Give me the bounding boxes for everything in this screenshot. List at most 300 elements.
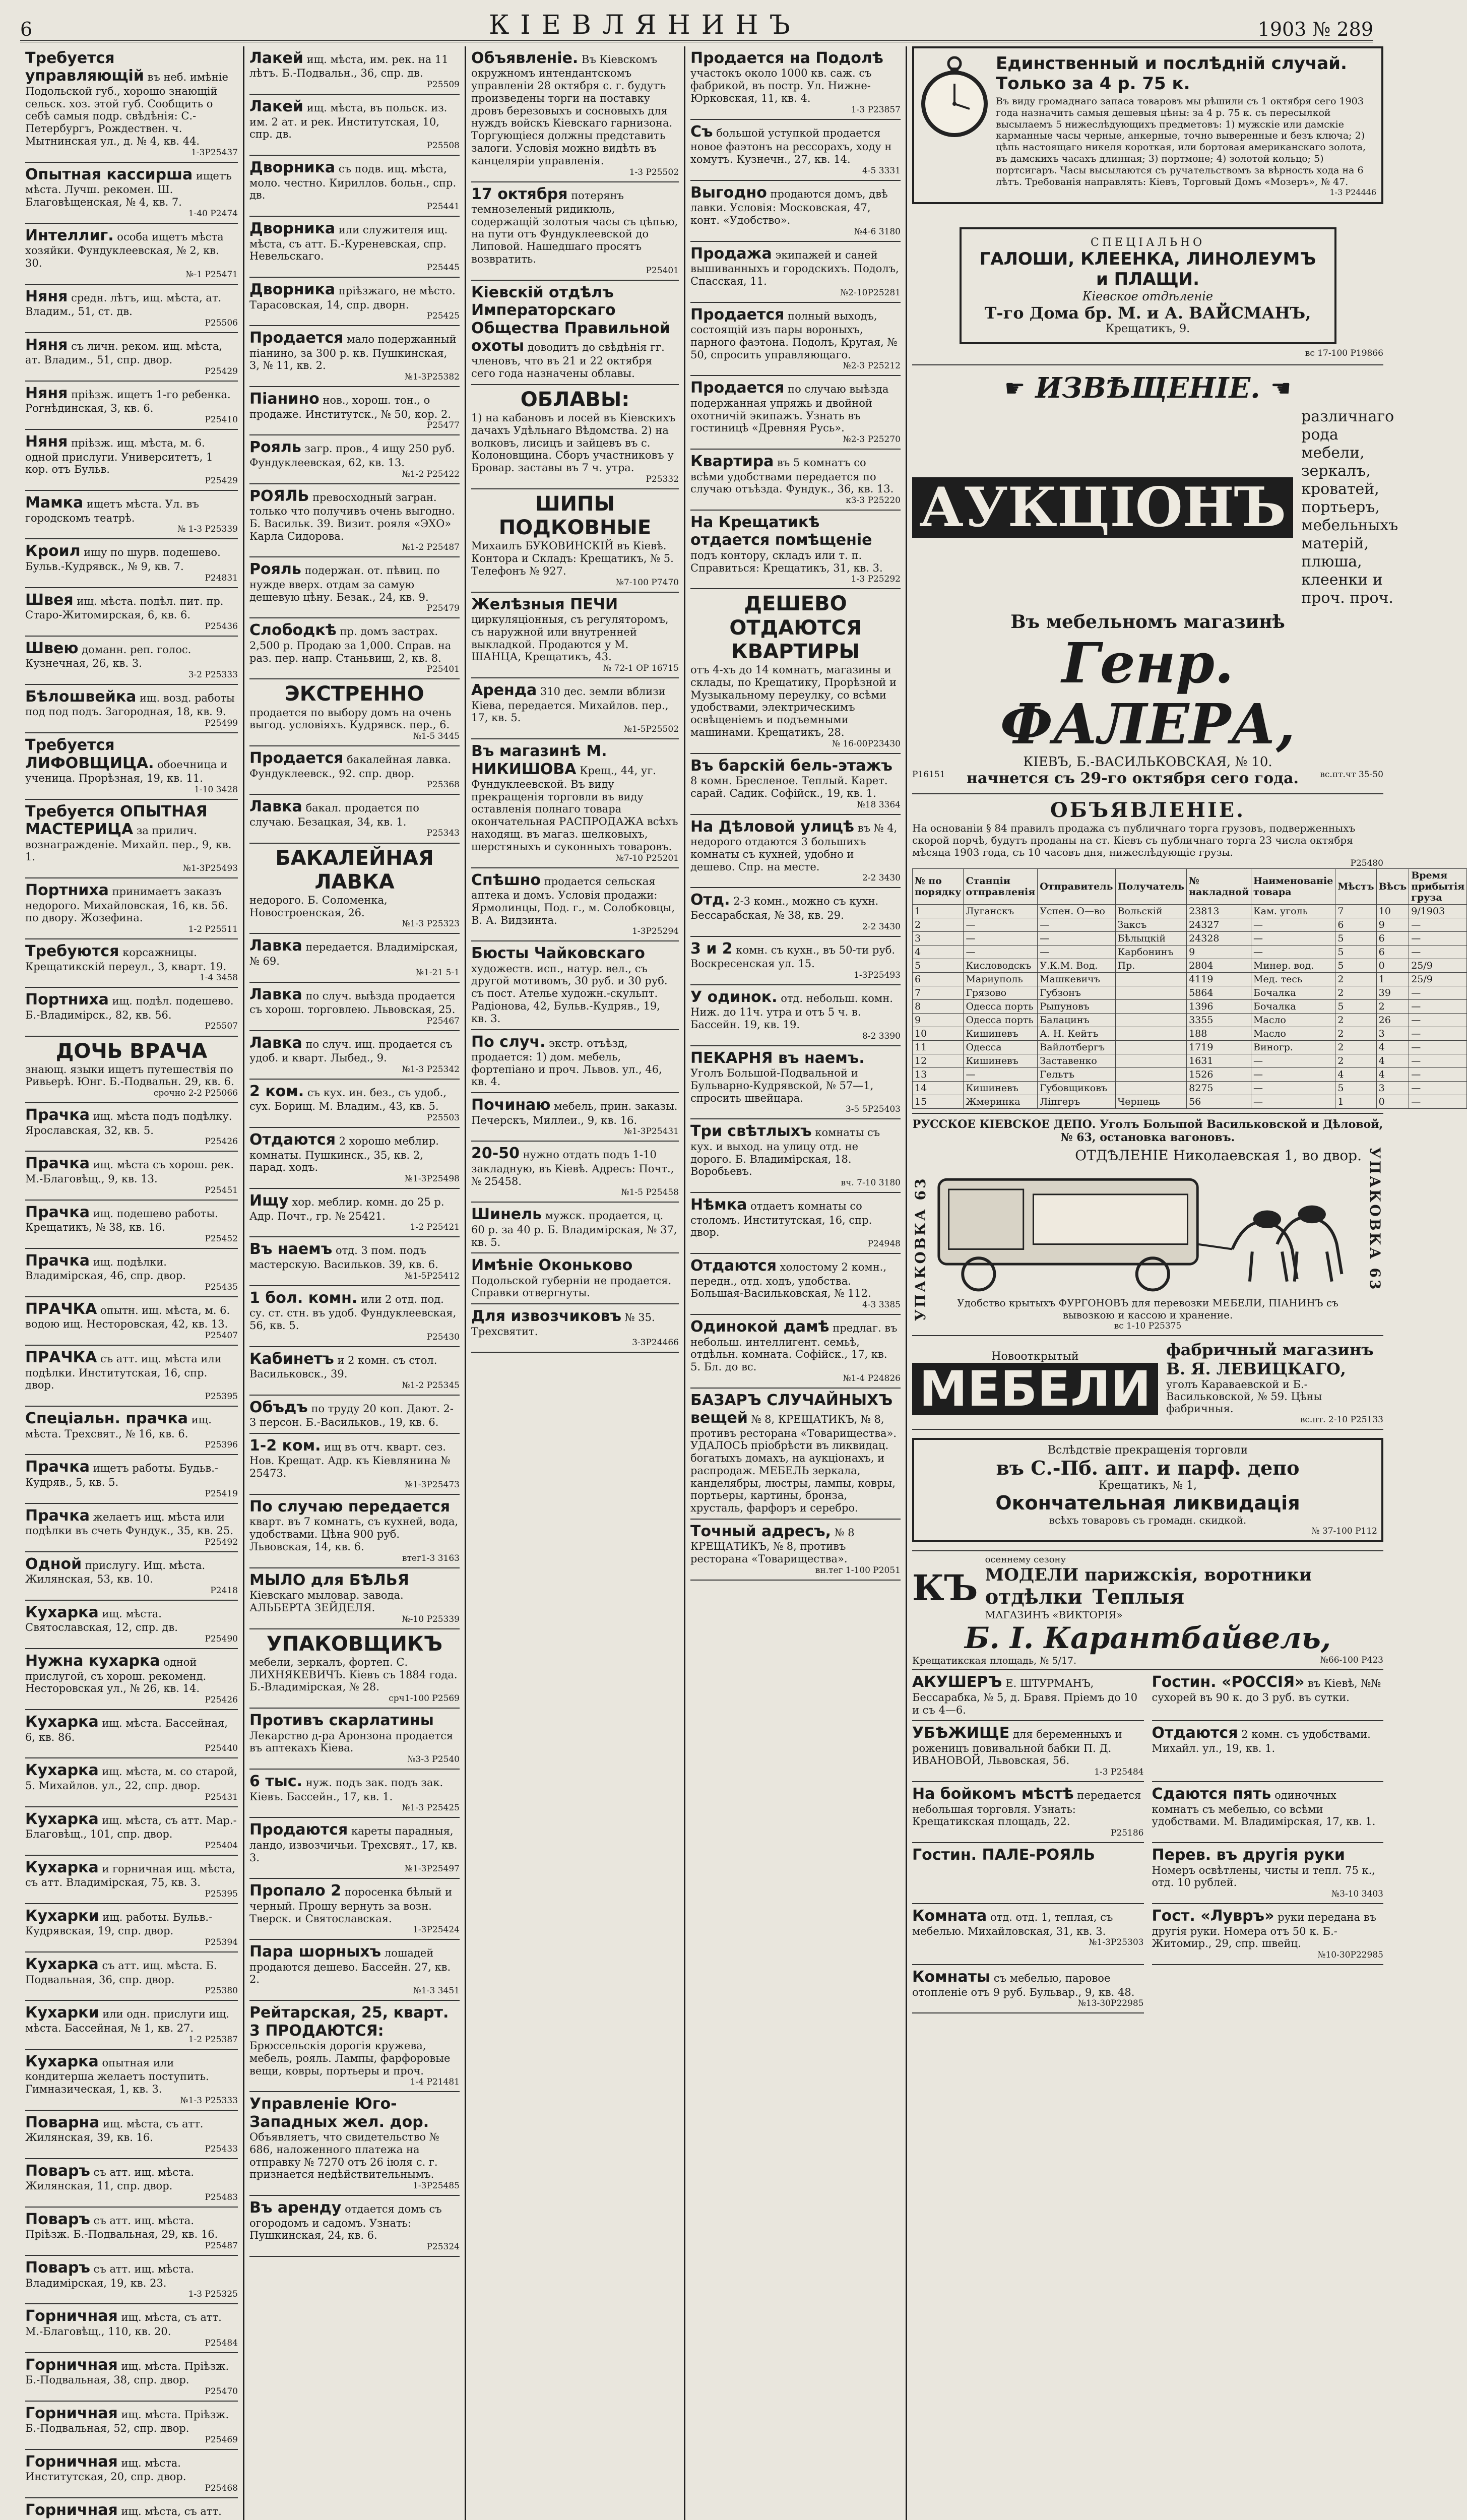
ad-text: отд. отд. 1, теплая, съ мебелью. Михайловская, 31, кв. 3.: [912, 1911, 1113, 1937]
classified-ad: [249, 1347, 460, 1396]
table-cell: 2: [913, 918, 964, 932]
classified-ad: [249, 1434, 460, 1495]
table-row: [913, 905, 1467, 918]
table-cell: 7: [913, 986, 964, 1000]
auction-name: Генр. ФАЛЕРА,: [1000, 631, 1296, 757]
depot-ad: [912, 1114, 1383, 1336]
ad-heading: УПАКОВЩИКЪ: [266, 1632, 443, 1656]
ad-heading: Требуется ЛИФОВЩИЦА.: [25, 736, 154, 772]
furniture-word: МЕБЕЛИ: [912, 1363, 1158, 1415]
ad-reference: P25396: [205, 1440, 238, 1451]
ad-heading: Продается: [690, 305, 785, 324]
ad-reference: P25499: [205, 718, 238, 729]
ad-reference: P25445: [426, 263, 460, 273]
classified-ad: [690, 1254, 901, 1315]
table-cell: —: [1251, 918, 1335, 932]
ad-text: принимаетъ заказъ недорого. Михайловская, 16, кв. 56. по двору. Жозефина.: [25, 886, 228, 924]
table-cell: Рыпуновъ: [1038, 1000, 1115, 1014]
ad-heading: Горничная: [25, 2404, 118, 2422]
table-cell: Виногр.: [1251, 1041, 1335, 1054]
table-cell: У.К.М. Вод.: [1038, 959, 1115, 973]
ad-text: опытн. ищ. мѣста, м. 6. водою ищ. Несторовская, 42, кв. 13.: [25, 1304, 230, 1331]
ad-text: ищ. подѣлки. Владимірская, 46, спр. двор.: [25, 1255, 186, 1282]
classified-ad: [471, 1030, 679, 1094]
table-cell: 1: [913, 905, 964, 918]
ad-text: съ атт. ищ. мѣста. Пріѣзж. Б.-Подвальная, 29, кв. 16.: [25, 2215, 218, 2241]
ad-heading: Три свѣтлыхъ: [690, 1122, 812, 1141]
depot-side-left: УПАКОВКА 63: [912, 1176, 929, 1321]
table-cell: 9/1903: [1409, 905, 1467, 918]
classified-ad: [690, 1193, 901, 1254]
table-cell: 3: [1376, 1082, 1409, 1095]
ad-reference: P25506: [205, 318, 238, 328]
ad-reference: №1-3P25303: [1089, 1937, 1144, 1948]
ad-reference: 1-3P25493: [854, 970, 901, 980]
ad-text: по случ. выѣзда продается съ хорош. торговлею. Львовская, 25.: [249, 989, 456, 1016]
ad-reference: №2-10P25281: [840, 287, 901, 298]
ad-heading: Починаю: [471, 1096, 551, 1114]
ad-text: знающ. языки ищетъ путешествія по Ривьерѣ. Юнг. Б.-Подвальн. 29, кв. 6.: [25, 1063, 234, 1088]
classified-ad: [25, 1455, 238, 1503]
ad-text: комнаты съ кух. и выход. на улицу отд. не дорого. Б. Владимірская, 18. Воробьевъ.: [690, 1126, 880, 1178]
ad-text: холостому 2 комн., передн., отд. ходъ, удобства. Большая-Васильковская, № 112.: [690, 1261, 886, 1300]
table-header-cell: Вѣсъ: [1376, 869, 1409, 905]
classified-ad: [1152, 1843, 1384, 1904]
galoshes-sub: Кіевское отдѣленіе: [1082, 289, 1214, 304]
ad-text: Объявляетъ, что свидетельство № 686, наложенного платежа на отправку № 7270 отъ 26 іюля с. г. признается недѣйствительнымъ.: [249, 2131, 439, 2181]
ad-reference: P25477: [426, 420, 460, 431]
ad-heading: Одной: [25, 1555, 82, 1573]
classified-ad: [25, 1037, 238, 1104]
ad-reference: №2-3 P25212: [843, 361, 901, 371]
table-cell: [1115, 1000, 1187, 1014]
ad-reference: №1-3P25431: [624, 1126, 679, 1137]
ad-reference: №1-3 P25333: [180, 2095, 238, 2106]
page-number: 6: [20, 18, 33, 40]
ad-heading: Портниха: [25, 881, 109, 900]
ad-text: по труду 20 коп. Дают. 2-3 персон. Б.-Васильков., 19, кв. 6.: [249, 1402, 454, 1429]
classified-ad: [25, 1904, 238, 1952]
classified-ad: [249, 387, 460, 435]
table-cell: 25/9: [1409, 959, 1467, 973]
galoshes-ref: вс 17-100 P19866: [1305, 348, 1383, 359]
ad-heading: Противъ скарлатины: [249, 1712, 434, 1730]
ad-text: въ неб. имѣніе Подольской губ., хорошо знающій сельск. хоз. этой губ. Сообщить о себѣ самыя подр. свѣдѣнія: С.-Петербургъ, Рождествен. ч. Мытнинская ул., д. № 4, кв. 44.: [25, 71, 228, 147]
table-cell: —: [1038, 946, 1115, 959]
ad-text: по случаю выѣзда подержанная упряжь и двойной охотничій экипажъ. Узнать въ гостиницѣ «Древняя Русь».: [690, 383, 889, 434]
ad-heading: Желѣзныя ПЕЧИ: [471, 595, 618, 613]
ad-heading: ДОЧЬ ВРАЧА: [55, 1039, 208, 1063]
ad-heading: Дворника: [249, 159, 336, 177]
classified-ad: [25, 1856, 238, 1904]
ad-reference: P25186: [1110, 1828, 1144, 1839]
classified-ad: [25, 2450, 238, 2498]
classified-ad: [25, 2111, 238, 2159]
classified-ad: [25, 1297, 238, 1346]
classified-ad: [25, 2001, 238, 2049]
ad-reference: №1-3 3451: [413, 1986, 460, 1996]
table-row: [913, 1014, 1467, 1027]
classified-ad: [249, 795, 460, 843]
table-cell: Чернець: [1115, 1095, 1187, 1109]
classified-ad: [25, 382, 238, 430]
galoshes-addr: Крещатикъ, 9.: [1105, 323, 1190, 336]
ad-heading: Лавка: [249, 937, 302, 955]
table-cell: Бочалка: [1251, 1000, 1335, 1014]
ad-heading: Лавка: [249, 985, 302, 1003]
classified-ad: [690, 1119, 901, 1193]
classified-ad: [25, 2304, 238, 2353]
ad-reference: 1-3 P25325: [188, 2289, 238, 2300]
ad-reference: №3-3 P2540: [407, 1754, 460, 1765]
ad-heading: ОБЛАВЫ:: [520, 388, 630, 411]
classified-ad: [690, 1520, 901, 1581]
classified-ad: [249, 1080, 460, 1128]
ad-reference: №1-2 P25345: [402, 1380, 460, 1391]
ad-heading: Пропало 2: [249, 1882, 342, 1900]
table-cell: 24328: [1187, 932, 1251, 946]
depot-ref: вс 1-10 P25375: [1114, 1321, 1182, 1332]
table-cell: 188: [1187, 1027, 1251, 1041]
classified-ad: [249, 679, 460, 746]
ad-text: полный выходъ, состоящій изъ пары вороныхъ, парного фаэтона. Подолъ, Кругая, № 50, спросить управляющаго.: [690, 309, 898, 361]
table-cell: Масло: [1251, 1027, 1335, 1041]
ad-text: 2 комн. съ удобствами. Михайл. ул., 19, кв. 1.: [1152, 1728, 1371, 1754]
ad-reference: P25343: [426, 828, 460, 839]
classified-ad: [25, 637, 238, 685]
table-cell: 24327: [1187, 918, 1251, 932]
pharmacy-line5: всѣхъ товаровъ съ громадн. скидкой.: [1049, 1514, 1247, 1527]
ad-heading: ПРАЧКА: [25, 1300, 97, 1318]
pharmacy-line4: Окончательная ликвидація: [995, 1492, 1300, 1515]
cargo-announcement: [912, 794, 1465, 1114]
ad-heading: Кухарка: [25, 2052, 99, 2070]
ad-reference: P25509: [426, 80, 460, 90]
ad-text: корсажницы. Крещатикскій переул., 3, кварт. 19.: [25, 947, 227, 973]
ad-heading: По случ.: [471, 1033, 546, 1051]
table-cell: —: [1409, 918, 1467, 932]
depot-van-text: Удобство крытыхъ ФУРГОНОВЪ для перевозки МЕБЕЛИ, ПІАНИНЪ съ вывозкою и кассою и хранение.: [957, 1297, 1338, 1321]
table-cell: Кишиневъ: [964, 1027, 1038, 1041]
table-cell: 5864: [1187, 986, 1251, 1000]
classified-ad: [471, 385, 679, 489]
ad-text: средн. лѣтъ, ищ. мѣста, ат. Владим., 51, ст. дв.: [25, 291, 222, 318]
ad-heading: Гост. «Лувръ»: [1152, 1907, 1274, 1925]
classified-ad: [471, 1304, 679, 1353]
classified-ad: [249, 1879, 460, 1940]
ad-reference: P25435: [205, 1282, 238, 1293]
ad-heading: Няня: [25, 433, 68, 451]
ad-text: мебели, зеркалъ, фортеп. С. ЛИХНЯКЕВИЧЪ. Кіевъ съ 1884 года. Б.-Владимірская, № 28.: [249, 1656, 458, 1693]
ad-heading: Квартира: [690, 453, 774, 471]
ad-heading: Требуется управляющій: [25, 49, 144, 85]
classified-ad: [690, 1389, 901, 1520]
ad-reference: P25430: [426, 1332, 460, 1342]
table-cell: 2: [1335, 986, 1376, 1000]
ad-reference: №-10 P25339: [402, 1614, 460, 1624]
table-row: [913, 1082, 1467, 1095]
classified-ad: [249, 1709, 460, 1770]
ad-text: за прилич. вознагражденіе. Михайл. пер., 9, кв. 1.: [25, 825, 232, 863]
ad-reference: 1-4 3458: [199, 973, 238, 983]
ad-heading: Перев. въ другія руки: [1152, 1846, 1345, 1864]
auction-where: Въ мебельномъ магазинѣ: [1010, 611, 1285, 633]
table-cell: Одесса: [964, 1041, 1038, 1054]
table-row: [913, 1027, 1467, 1041]
ad-heading: Кухарка: [25, 1810, 99, 1828]
classified-ad: [249, 1031, 460, 1080]
ad-text: ищ. мѣста съ хорош. рек. М.-Благовѣщ., 9, кв. 13.: [25, 1159, 234, 1185]
classified-ad: [912, 1965, 1144, 2013]
ad-text: ищ. мѣста. Трехсвят., № 16, кв. 6.: [25, 1414, 212, 1440]
models-pre: КЪ: [912, 1566, 978, 1609]
furniture-addr: уголъ Караваевской и Б.-Васильковской, № 59. Цѣны фабричныя.: [1166, 1378, 1322, 1415]
classified-ad: [249, 1189, 460, 1237]
auction-head: ИЗВѢЩЕНІЕ.: [1035, 371, 1260, 405]
table-cell: Вайлотбергъ: [1038, 1041, 1115, 1054]
classified-ad: [690, 815, 901, 889]
ad-text: Е. ШТУРМАНЪ, Бессарабка, № 5, д. Бравя. Пріемъ до 10 и съ 4—6.: [912, 1677, 1138, 1716]
ad-heading: Кухарка: [25, 1956, 99, 1974]
classified-ad: [25, 1601, 238, 1649]
ad-heading: БАКАЛЕЙНАЯ ЛАВКА: [275, 846, 434, 894]
table-cell: —: [1409, 1027, 1467, 1041]
ad-heading: Шинель: [471, 1206, 542, 1224]
table-cell: Масло: [1251, 1014, 1335, 1027]
ad-reference: P25395: [205, 1392, 238, 1402]
ad-reference: 3-2 P25333: [188, 669, 238, 680]
classified-ad: [690, 181, 901, 242]
ad-text: или служителя ищ. мѣста, съ атт. Б.-Куреневская, спр. Невельскаго.: [249, 224, 448, 263]
ad-reference: №18 3364: [857, 799, 901, 810]
models-shop: МАГАЗИНЪ «ВИКТОРІЯ»: [985, 1609, 1123, 1621]
table-cell: —: [964, 932, 1038, 946]
ad-text: съ атт. ищ. мѣста или подѣлки. Институтская, 16, спр. двор.: [25, 1353, 222, 1392]
classified-ad: [249, 435, 460, 484]
ad-text: ищ. мѣста, съ атт.: [121, 2505, 222, 2518]
ad-heading: Въ магазинѣ М. НИКИШОВА: [471, 742, 607, 778]
classified-ad: [25, 939, 238, 988]
ad-text: передается небольшая торговля. Узнать: Крещатикская площадь, 22.: [912, 1789, 1141, 1828]
ad-text: подержан. от. пѣвиц. по нужде вверх. отдам за самую дешевую цѣну. Безак., 24, кв. 9.: [249, 564, 440, 603]
ad-heading: Управленіе Юго-Западных жел. дор.: [249, 2095, 429, 2131]
ad-heading: Пара шорныхъ: [249, 1943, 381, 1961]
ad-text: ищу по шурв. подешево. Бульв.-Кудрявск., № 9, кв. 7.: [25, 546, 221, 573]
table-cell: 2: [1335, 973, 1376, 986]
ad-reference: вч. 7-10 3180: [841, 1178, 901, 1188]
table-cell: [1115, 986, 1187, 1000]
ad-text: 8 комн. Бресленое. Теплый. Карет. сарай. Садик. Софійск., 19, кв. 1.: [690, 775, 888, 799]
table-cell: 26: [1376, 1014, 1409, 1027]
classified-ad: [25, 539, 238, 588]
ad-text: 310 дес. земли вблизи Кіева, передается. Михайлов. пер., 17, кв. 5.: [471, 685, 669, 724]
ad-text: обоечница и ученица. Прорѣзная, 19, кв. 11.: [25, 758, 228, 784]
ad-heading: 1-2 ком.: [249, 1437, 321, 1455]
table-cell: 4: [1376, 1068, 1409, 1082]
ad-reference: P25404: [205, 1840, 238, 1851]
ad-heading: ПЕКАРНЯ въ наемъ.: [690, 1049, 865, 1067]
ad-text: съ кух. ин. без., съ удоб., сух. Борищ. М. Владим., 43, кв. 5.: [249, 1087, 447, 1113]
ad-reference: 1-3P25424: [413, 1925, 460, 1935]
classified-ad: [1152, 1670, 1384, 1721]
ad-heading: Кухарка: [25, 1604, 99, 1622]
classified-ad: [912, 1670, 1144, 1721]
ad-text: 1) на кабановъ и лосей въ Кіевскихъ дачахъ Удѣльнаго Вѣдомства. 2) на волковъ, лисицъ и зайцевъ въ с. Колоновщина. Сборъ участниковъ у Бровар. заставы въ 7 ч. утра.: [471, 412, 676, 474]
ad-heading: Прачка: [25, 1458, 90, 1476]
ad-reference: P25441: [426, 202, 460, 212]
ad-heading: Продается на Подолѣ: [690, 49, 883, 67]
pointing-hand-icon: ☛: [1004, 374, 1026, 402]
ad-reference: №1-5P25412: [405, 1271, 460, 1281]
table-cell: —: [1038, 918, 1115, 932]
ad-text: пріѣзжаго, не мѣсто. Тарасовская, 14, спр. дворн.: [249, 285, 456, 311]
classified-ad: [249, 1568, 460, 1629]
table-cell: —: [1409, 1095, 1467, 1109]
table-cell: 1396: [1187, 1000, 1251, 1014]
ad-text: загр. пров., 4 ищу 250 руб. Фундуклеевская, 62, кв. 13.: [249, 443, 455, 469]
table-cell: 5: [1335, 1000, 1376, 1014]
ad-heading: Прачка: [25, 1251, 90, 1270]
table-cell: 12: [913, 1054, 964, 1068]
table-cell: 23813: [1187, 905, 1251, 918]
ad-heading: На бойкомъ мѣстѣ: [912, 1785, 1074, 1803]
classified-ad: [249, 1286, 460, 1347]
ad-text: Въ Кіевскомъ окружномъ интендантскомъ управленіи 28 октября с. г. будутъ произведены торги на поставку дровъ березовыхъ и сосновыхъ для нуждъ войскъ Кіевскаго гарнизона. Торгующіеся должны представить залоги. Условія можно видѣть въ канцеляріи управленія.: [471, 53, 673, 167]
table-cell: —: [1251, 1068, 1335, 1082]
ad-text: для беременныхъ и роженицъ повивальной бабки П. Д. ИВАНОВОЙ, Львовская, 56.: [912, 1728, 1122, 1767]
ad-heading: Продаются: [249, 1821, 348, 1839]
auction-items: различнаго рода мебели, зеркалъ, кроватей, портьеръ, мебельныхъ матерій, плюша, клеенки и проч. проч.: [1301, 408, 1398, 607]
ad-text: ищ. мѣста, съ атт. Мар.-Благовѣщ., 101, спр. двор.: [25, 1814, 237, 1841]
issue-number: 1903 № 289: [1257, 18, 1373, 40]
ad-text: отдается домъ съ огородомъ и садомъ. Узнать: Пушкинская, 24, кв. 6.: [249, 2203, 442, 2242]
ad-heading: Бюсты Чайковскаго: [471, 944, 645, 963]
announce-ref: P25480: [1350, 858, 1383, 869]
classified-ad: [249, 1818, 460, 1879]
classified-ad: [249, 484, 460, 558]
table-cell: —: [1251, 1095, 1335, 1109]
table-cell: Ліпгеръ: [1038, 1095, 1115, 1109]
classified-ad: [25, 588, 238, 637]
ad-heading: Комната: [912, 1907, 987, 1925]
depot-branch: ОТДѢЛЕНІЕ Николаевская 1, во двор.: [1075, 1147, 1362, 1164]
ad-text: отдаетъ комнаты со столомъ. Институтская, 16, спр. двор.: [690, 1200, 872, 1239]
models-trim: отдѣлки: [985, 1585, 1082, 1609]
ad-text: ищ. мѣста, им. рек. на 11 лѣтъ. Б.-Подвальн., 36, спр. дв.: [249, 53, 449, 80]
ad-heading: Прачка: [25, 1203, 90, 1221]
ad-heading: Кухарка: [25, 1713, 99, 1731]
ad-text: ищ. мѣста. Институтская, 20, спр. двор.: [25, 2457, 186, 2483]
ad-heading: Лавка: [249, 1034, 302, 1052]
ad-text: ищ. мѣста, м. со старой, 5. Михайлов. ул., 22, спр. двор.: [25, 1766, 237, 1792]
ad-heading: Портниха: [25, 991, 109, 1009]
auction-ref: вс.пт.чт 35-50: [1320, 770, 1383, 780]
pointing-hand-icon: ☛: [1270, 374, 1291, 402]
ad-text: лошадей продаются дешево. Бассейн. 27, кв. 2.: [249, 1947, 451, 1986]
table-cell: Заставенко: [1038, 1054, 1115, 1068]
ad-reference: 1-3 P23857: [851, 104, 901, 115]
ad-heading: Кухарка: [25, 1761, 99, 1780]
classified-ad: [25, 800, 238, 878]
classified-ad: [25, 1346, 238, 1407]
table-cell: —: [1409, 1014, 1467, 1027]
ad-reference: P25426: [205, 1695, 238, 1706]
classified-ad: [25, 2050, 238, 2111]
ad-reference: 3-3P24466: [632, 1338, 679, 1348]
classified-ad: [249, 1629, 460, 1709]
classified-ad: [25, 1952, 238, 2001]
classified-ad: [690, 888, 901, 936]
table-cell: Луганскъ: [964, 905, 1038, 918]
ad-text: ищ. мѣста. Бассейная, 6, кв. 86.: [25, 1717, 228, 1743]
ad-reference: №1-3P25382: [405, 372, 460, 383]
ad-text: № 35. Трехсвятит.: [471, 1311, 655, 1338]
classified-ad: [249, 1396, 460, 1434]
ad-reference: P25429: [205, 366, 238, 376]
ad-reference: №2-3 P25270: [843, 434, 901, 445]
classified-ad: [25, 685, 238, 733]
classified-ad: [690, 46, 901, 120]
table-cell: 10: [913, 1027, 964, 1041]
ad-reference: №1-3 P25425: [402, 1803, 460, 1813]
watch-offer-ad: [912, 46, 1383, 204]
classified-ad: [471, 678, 679, 739]
table-cell: Кишиневъ: [964, 1082, 1038, 1095]
classified-ad: [249, 844, 460, 934]
furniture-ad: [912, 1336, 1383, 1430]
column-1: [20, 46, 244, 2520]
table-cell: 2: [1376, 1000, 1409, 1014]
ad-heading: 2 ком.: [249, 1083, 304, 1101]
ad-text: ищ въ отч. кварт. сез. Нов. Крещат. Адр. къ Кіевлянина № 25473.: [249, 1441, 451, 1480]
table-cell: Карбонинъ: [1115, 946, 1187, 959]
table-row: [913, 918, 1467, 932]
table-cell: 4: [1376, 1054, 1409, 1068]
ad-text: комн. съ кухн., въ 50-ти руб. Воскресенская ул. 15.: [690, 943, 896, 970]
ad-reference: P25507: [205, 1021, 238, 1032]
classified-ad: [249, 618, 460, 679]
table-cell: Кишиневъ: [964, 1054, 1038, 1068]
table-cell: —: [1409, 1041, 1467, 1054]
ad-reference: P25433: [205, 2144, 238, 2154]
table-cell: 5: [1335, 946, 1376, 959]
ad-text: ищетъ мѣста. Лучш. рекомен. Ш. Благовѣщенская, № 4, кв. 7.: [25, 169, 232, 208]
ad-heading: 1 бол. комн.: [249, 1289, 358, 1307]
classified-ad: [25, 2402, 238, 2450]
ad-reference: P25394: [205, 1937, 238, 1948]
ad-text: продаются домъ, двѣ лавки. Условія: Московская, 47, конт. «Удобство».: [690, 187, 888, 226]
classified-ad: [690, 1046, 901, 1120]
table-row: [913, 932, 1467, 946]
ad-heading: Продажа: [690, 244, 772, 263]
ad-text: поросенка бѣлый и черный. Прошу вернуть за возн. Тверск. и Святославская.: [249, 1886, 453, 1925]
ad-text: 2-3 комн., можно съ кухн. Бессарабская, № 38, кв. 29.: [690, 895, 879, 921]
ad-text: отд. небольш. комн. Ниж. до 11ч. утра и отъ 5 ч. в. Бассейн. 19, кв. 19.: [690, 992, 893, 1031]
ad-text: желаетъ ищ. мѣста или подѣлки въ счеть Фундук., 35, кв. 25.: [25, 1510, 234, 1537]
ad-heading: Горничная: [25, 2356, 118, 2374]
table-cell: Грязово: [964, 986, 1038, 1000]
classified-ad: [912, 1904, 1144, 1965]
table-cell: —: [1251, 1082, 1335, 1095]
ad-text: доманн. реп. голос. Кузнечная, 26, кв. 3.: [25, 643, 192, 670]
ad-text: съ мебелью, паровое отопленіе отъ 9 руб. Бульвар., 9, кв. 48.: [912, 1972, 1135, 1998]
watch-offer-ref: 1-3 P24446: [1329, 187, 1376, 198]
ad-reference: P25426: [205, 1137, 238, 1147]
classified-ad: [690, 937, 901, 985]
ad-text: кварт. въ 7 комнатъ, съ кухней, вода, удобствами. Цѣна 900 руб. Львовская, 14, кв. 6.: [249, 1516, 459, 1553]
ad-text: передается. Владимірская, № 69.: [249, 941, 458, 967]
classified-ad: [25, 2256, 238, 2304]
